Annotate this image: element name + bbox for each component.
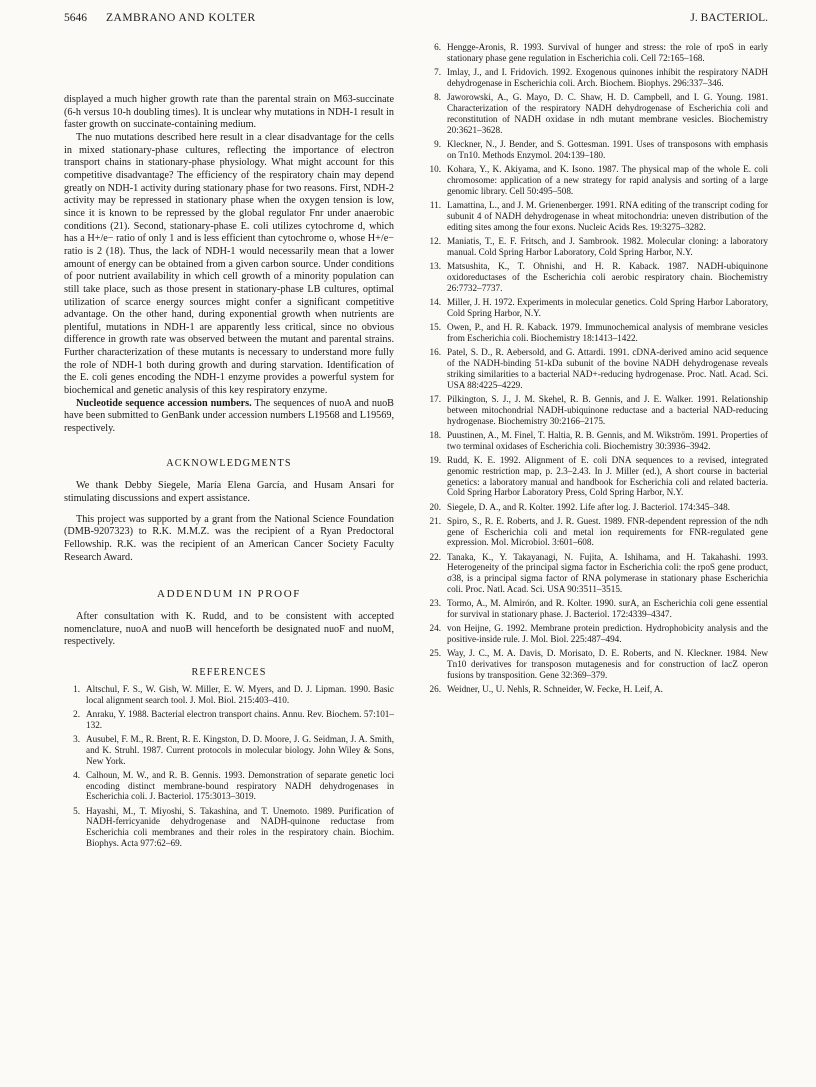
reference-text: Tormo, A., M. Almirón, and R. Kolter. 1990. surA, an Escherichia coli gene essential for survival in stationary phase. J. Bacteriol. 172:4339–4347. — [447, 598, 768, 620]
reference-number: 16. — [429, 346, 441, 357]
body-paragraph: displayed a much higher growth rate than the parental strain on M63-succinate (6-h versus 10-h doubling times). It is unclear why mutations in NDH-1 result in faster growth on succinate-containing medium. — [64, 94, 394, 131]
reference-list-left — [64, 684, 394, 850]
reference-item — [64, 806, 394, 850]
reference-item — [425, 516, 768, 549]
reference-number: 18. — [429, 429, 441, 440]
reference-text: Lamattina, L., and J. M. Grienenberger. 1991. RNA editing of the transcript coding for subunit 4 of NADH dehydrogenase in wheat mitochondria: uneven distribution of the editing sites among the four exons. Nucleic Acids Res. 19:3275–3282. — [447, 199, 768, 232]
reference-number: 15. — [429, 321, 441, 332]
reference-number: 17. — [429, 393, 441, 404]
reference-item — [425, 455, 768, 499]
reference-text: Kohara, Y., K. Akiyama, and K. Isono. 1987. The physical map of the whole E. coli chromosome: application of a new strategy for rapid analysis and sorting of a large genomic library. Cell 50:495–508. — [447, 163, 768, 196]
reference-item — [425, 200, 768, 233]
reference-number: 8. — [434, 92, 441, 102]
accession-paragraph — [64, 398, 394, 436]
reference-item — [64, 734, 394, 767]
reference-number: 4. — [73, 769, 80, 780]
reference-item — [425, 297, 768, 319]
reference-number: 24. — [429, 623, 441, 634]
reference-text: Calhoun, M. W., and R. B. Gennis. 1993. Demonstration of separate genetic loci encoding distinct membrane-bound respiratory NADH dehydrogenases in Escherichia coli. J. Bacteriol. 175:3013–3019. — [86, 769, 394, 802]
reference-text: Matsushita, K., T. Ohnishi, and H. R. Kaback. 1987. NADH-ubiquinone oxidoreductases of the Escherichia coli aerobic respiratory chain. Biochemistry 26:7732–7737. — [447, 260, 768, 293]
reference-text: von Heijne, G. 1992. Membrane protein prediction. Hydrophobicity analysis and the positive-inside rule. J. Mol. Biol. 225:487–494. — [447, 623, 768, 645]
reference-number: 14. — [429, 296, 441, 307]
running-authors: ZAMBRANO AND KOLTER — [106, 12, 256, 24]
accession-heading: Nucleotide sequence accession numbers. — [76, 397, 252, 409]
reference-item — [425, 42, 768, 64]
ack-paragraph: We thank Debby Siegele, María Elena García, and Husam Ansari for stimulating discussions and expert assistance. — [64, 480, 394, 505]
reference-item — [425, 347, 768, 391]
reference-text: Puustinen, A., M. Finel, T. Haltia, R. B. Gennis, and M. Wikström. 1991. Properties of two terminal oxidases of Escherichia coli. Biochemistry 30:3936–3942. — [447, 429, 768, 451]
reference-item — [425, 623, 768, 645]
reference-item — [64, 684, 394, 706]
reference-text: Tanaka, K., Y. Takayanagi, N. Fujita, A. Ishihama, and H. Takahashi. 1993. Heterogeneity of the principal sigma factor in Escherichia coli: the rpoS gene product, σ38, is a principal sigma factor of RNA polymerase in stationary phase Escherichia coli. Proc. Natl. Acad. Sci. USA 90:3511–3515. — [447, 551, 768, 595]
reference-text: Patel, S. D., R. Aebersold, and G. Attardi. 1991. cDNA-derived amino acid sequence of the NADH-binding 51-kDa subunit of the bovine NADH dehydrogenase reveals striking similarities to a bacterial NAD+-reducing hydrogenase. Proc. Natl. Acad. Sci. USA 88:4225–4229. — [447, 346, 768, 390]
reference-item — [425, 92, 768, 136]
reference-item — [425, 67, 768, 89]
page-number: 5646 — [64, 12, 87, 24]
reference-number: 13. — [429, 260, 441, 271]
reference-text: Miller, J. H. 1972. Experiments in molecular genetics. Cold Spring Harbor Laboratory, Cold Spring Harbor, N.Y. — [447, 296, 768, 318]
reference-item — [425, 502, 768, 513]
reference-text: Pilkington, S. J., J. M. Skehel, R. B. Gennis, and J. E. Walker. 1991. Relationship between mitochondrial NADH-ubiquinone reductase and a bacterial NAD-reducing hydrogenase. Biochemistry 30:2166–2175. — [447, 393, 768, 426]
reference-text: Kleckner, N., J. Bender, and S. Gottesman. 1991. Uses of transposons with emphasis on Tn10. Methods Enzymol. 204:139–180. — [447, 138, 768, 160]
reference-text: Maniatis, T., E. F. Fritsch, and J. Sambrook. 1982. Molecular cloning: a laboratory manual. Cold Spring Harbor Laboratory, Cold Spring Harbor, N.Y. — [447, 235, 768, 257]
reference-item — [64, 709, 394, 731]
reference-item — [425, 552, 768, 596]
reference-number: 19. — [429, 454, 441, 465]
running-header — [64, 12, 768, 28]
left-column — [64, 94, 394, 852]
reference-text: Anraku, Y. 1988. Bacterial electron transport chains. Annu. Rev. Biochem. 57:101–132. — [86, 708, 394, 730]
reference-text: Weidner, U., U. Nehls, R. Schneider, W. Fecke, H. Leif, A. — [447, 684, 663, 695]
reference-text: Ausubel, F. M., R. Brent, R. E. Kingston, D. D. Moore, J. G. Seidman, J. A. Smith, and K. Struhl. 1987. Current protocols in molecular biology. John Wiley & Sons, New York. — [86, 733, 394, 766]
addendum-heading: ADDENDUM IN PROOF — [157, 588, 301, 601]
reference-item — [425, 139, 768, 161]
reference-item — [425, 684, 768, 695]
reference-number: 11. — [429, 199, 441, 210]
reference-number: 5. — [73, 805, 80, 816]
accession-text: The sequences of nuoA and nuoB have been submitted to GenBank under accession numbers L19568 and L19569, respectively. — [64, 397, 394, 435]
reference-text: Jaworowski, A., G. Mayo, D. C. Shaw, H. D. Campbell, and I. G. Young. 1981. Characterization of the respiratory NADH dehydrogenase of Escherichia coli and reconstitution of NADH oxidase in ndh mutant membrane vesicles. Biochemistry 20:3621–3628. — [447, 92, 768, 135]
reference-item — [425, 598, 768, 620]
reference-item — [425, 648, 768, 681]
reference-number: 21. — [429, 515, 441, 526]
reference-number: 10. — [429, 163, 441, 174]
reference-number: 2. — [73, 708, 80, 719]
reference-number: 20. — [429, 501, 441, 512]
reference-number: 22. — [429, 551, 441, 562]
reference-number: 3. — [73, 733, 80, 744]
ack-paragraph: This project was supported by a grant from the National Science Foundation (DMB-9207323) to R.K. M.M.Z. was the recipient of a Ryan Predoctoral Fellowship. R.K. was the recipient of an American Cancer Society Faculty Research Award. — [64, 513, 394, 563]
reference-item — [64, 770, 394, 803]
reference-item — [425, 164, 768, 197]
reference-number: 26. — [429, 684, 441, 695]
reference-item — [425, 394, 768, 427]
acknowledgments-section — [64, 480, 394, 564]
reference-item — [425, 430, 768, 452]
reference-item — [425, 236, 768, 258]
reference-number: 6. — [434, 42, 441, 52]
reference-number: 1. — [73, 683, 80, 694]
reference-item — [425, 261, 768, 294]
reference-text: Hengge-Aronis, R. 1993. Survival of hunger and stress: the role of rpoS in early stationary phase gene regulation in Escherichia coli. Cell 72:165–168. — [447, 42, 768, 63]
reference-number: 23. — [429, 598, 441, 609]
reference-text: Siegele, D. A., and R. Kolter. 1992. Life after log. J. Bacteriol. 174:345–348. — [447, 501, 730, 512]
acknowledgments-heading: ACKNOWLEDGMENTS — [166, 457, 292, 469]
references-heading: REFERENCES — [191, 666, 267, 678]
reference-number: 9. — [434, 138, 441, 149]
reference-item — [425, 322, 768, 344]
reference-text: Owen, P., and H. R. Kaback. 1979. Immunochemical analysis of membrane vesicles from Escherichia coli. Biochemistry 18:1413–1422. — [447, 321, 768, 343]
reference-text: Spiro, S., R. E. Roberts, and J. R. Guest. 1989. FNR-dependent repression of the ndh gene of Escherichia coli and metal ion requirements for FNR-regulated gene expression. Mol. Microbiol. 3:601–608. — [447, 515, 768, 548]
reference-text: Way, J. C., M. A. Davis, D. Morisato, D. E. Roberts, and N. Kleckner. 1984. New Tn10 derivatives for transposon mutagenesis and for construction of lacZ operon fusions by transposition. Gene 32:369–379. — [447, 648, 768, 681]
journal-name: J. BACTERIOL. — [690, 12, 768, 24]
reference-text: Imlay, J., and I. Fridovich. 1992. Exogenous quinones inhibit the respiratory NADH dehydrogenase in Escherichia coli. Arch. Biochem. Biophys. 296:337–346. — [447, 67, 768, 88]
reference-text: Altschul, F. S., W. Gish, W. Miller, E. W. Myers, and D. J. Lipman. 1990. Basic local alignment search tool. J. Mol. Biol. 215:403–410. — [86, 683, 394, 705]
reference-number: 7. — [434, 67, 441, 77]
reference-text: Hayashi, M., T. Miyoshi, S. Takashina, and T. Unemoto. 1989. Purification of NADH-ferricyanide dehydrogenase and NADH-quinone reductase from Escherichia coli membranes and their roles in the respiratory chain. Biochim. Biophys. Acta 977:62–69. — [86, 805, 394, 849]
addendum-text: After consultation with K. Rudd, and to be consistent with accepted nomenclature, nuoA and nuoB will henceforth be designated nuoF and nuoM, respectively. — [64, 610, 394, 648]
reference-number: 25. — [429, 648, 441, 659]
reference-number: 12. — [429, 235, 441, 246]
reference-text: Rudd, K. E. 1992. Alignment of E. coli DNA sequences to a revised, integrated genomic restriction map, p. 2.3–2.43. In J. Miller (ed.), A short course in bacterial genetics: a laboratory manual and handbook for Escherichia coli and related bacteria. Cold Spring Harbor Laboratory Press, Cold Spring Harbor, N.Y. — [447, 454, 768, 498]
body-paragraph: The nuo mutations described here result in a clear disadvantage for the cells in mixed stationary-phase cultures, reflecting the importance of electron transport chains in stationary-phase physiology. What might account for this competitive disadvantage? The efficiency of the respiratory chain may depend greatly on NDH-1 activity during stationary phase for two reasons. First, NDH-2 activity may be repressed in stationary phase when the oxygen tension is low, since it is known to be repressed by the global regulator Fnr under anaerobic conditions (21). Second, stationary-phase E. coli utilizes cytochrome d, which has a H+/e− ratio of only 1 and is less efficient than cytochrome o, whose H+/e− ratio is 2 (18). Thus, the lack of NDH-1 would necessarily mean that a lower amount of energy can be obtained from a given carbon source. Under conditions of poor nutrient availability in which cell growth of a minority population can still take place, such as those present in stationary-phase LB cultures, optimal utilization of scarce energy sources might confer a significant competitive advantage. On the other hand, during exponential growth when nutrients are plentiful, mutations in NDH-1 are apparently less critical, since no obvious difference in growth rate was observed between the mutant and parental strains. Further characterization of these mutants is necessary to understand more fully the role of NDH-1 both during growth and during starvation. Identification of the E. coli genes encoding the NDH-1 enzyme provides a powerful system for biochemical and genetic analysis of this key respiratory enzyme. — [64, 131, 394, 397]
reference-list-right — [425, 42, 768, 698]
